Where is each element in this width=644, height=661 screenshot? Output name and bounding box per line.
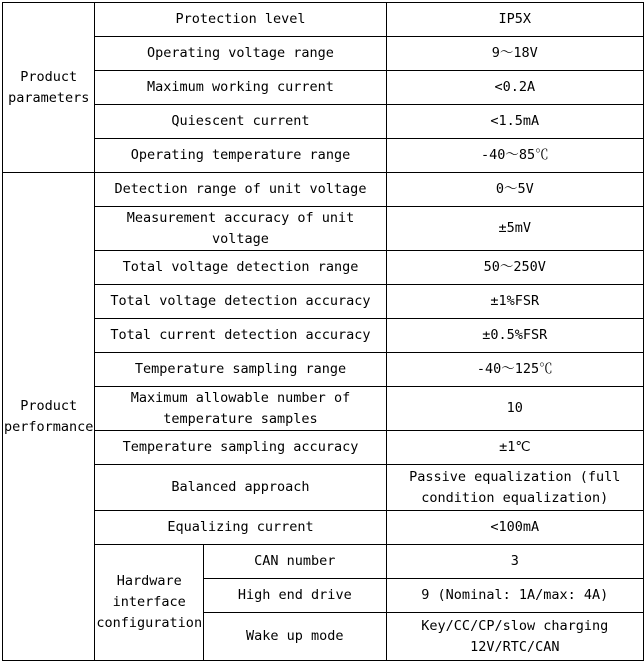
table-row [3, 319, 644, 353]
table-row [3, 173, 644, 207]
row-value: ±5mV [386, 207, 643, 251]
row-value: Passive equalization (full condition equalization) [386, 465, 643, 511]
row-label: Measurement accuracy of unit voltage [95, 207, 386, 251]
table-row [3, 105, 644, 139]
row-label: Temperature sampling range [95, 353, 386, 387]
table-row [3, 285, 644, 319]
row-label: Total voltage detection accuracy [95, 285, 386, 319]
table-row [3, 387, 644, 431]
row-label: High end drive [204, 579, 386, 613]
group-label-product-parameters: Product parameters [3, 3, 95, 173]
table-row [3, 3, 644, 37]
row-value: -40～125℃ [386, 353, 643, 387]
row-label: Maximum allowable number of temperature samples [95, 387, 386, 431]
row-label: Operating voltage range [95, 37, 386, 71]
table-row [3, 139, 644, 173]
row-label: CAN number [204, 545, 386, 579]
row-value: <100mA [386, 511, 643, 545]
row-value: Key/CC/CP/slow charging 12V/RTC/CAN [386, 613, 643, 661]
group-label-product-performance: Product performance [3, 173, 95, 661]
row-value: IP5X [386, 3, 643, 37]
table-row [3, 37, 644, 71]
table-row [3, 251, 644, 285]
row-label: Balanced approach [95, 465, 386, 511]
row-value: ±1%FSR [386, 285, 643, 319]
row-value: 3 [386, 545, 643, 579]
row-label: Operating temperature range [95, 139, 386, 173]
table-row [3, 71, 644, 105]
row-value: 0～5V [386, 173, 643, 207]
row-label: Total voltage detection range [95, 251, 386, 285]
group-label-hardware-interface: Hardware interface configuration [95, 545, 204, 661]
table-row [3, 545, 644, 579]
row-value: -40～85℃ [386, 139, 643, 173]
row-label: Maximum working current [95, 71, 386, 105]
table-row [3, 465, 644, 511]
row-value: ±0.5%FSR [386, 319, 643, 353]
row-label: Wake up mode [204, 613, 386, 661]
row-label: Detection range of unit voltage [95, 173, 386, 207]
table-row [3, 431, 644, 465]
row-value: 10 [386, 387, 643, 431]
row-label: Protection level [95, 3, 386, 37]
row-label: Equalizing current [95, 511, 386, 545]
row-value: <1.5mA [386, 105, 643, 139]
row-value: 50～250V [386, 251, 643, 285]
row-value: 9～18V [386, 37, 643, 71]
row-label: Temperature sampling accuracy [95, 431, 386, 465]
table-row [3, 353, 644, 387]
table-row [3, 207, 644, 251]
row-label: Quiescent current [95, 105, 386, 139]
spec-table [2, 2, 644, 661]
row-value: 9 (Nominal: 1A/max: 4A) [386, 579, 643, 613]
row-value: ±1℃ [386, 431, 643, 465]
row-value: <0.2A [386, 71, 643, 105]
table-row [3, 511, 644, 545]
row-label: Total current detection accuracy [95, 319, 386, 353]
